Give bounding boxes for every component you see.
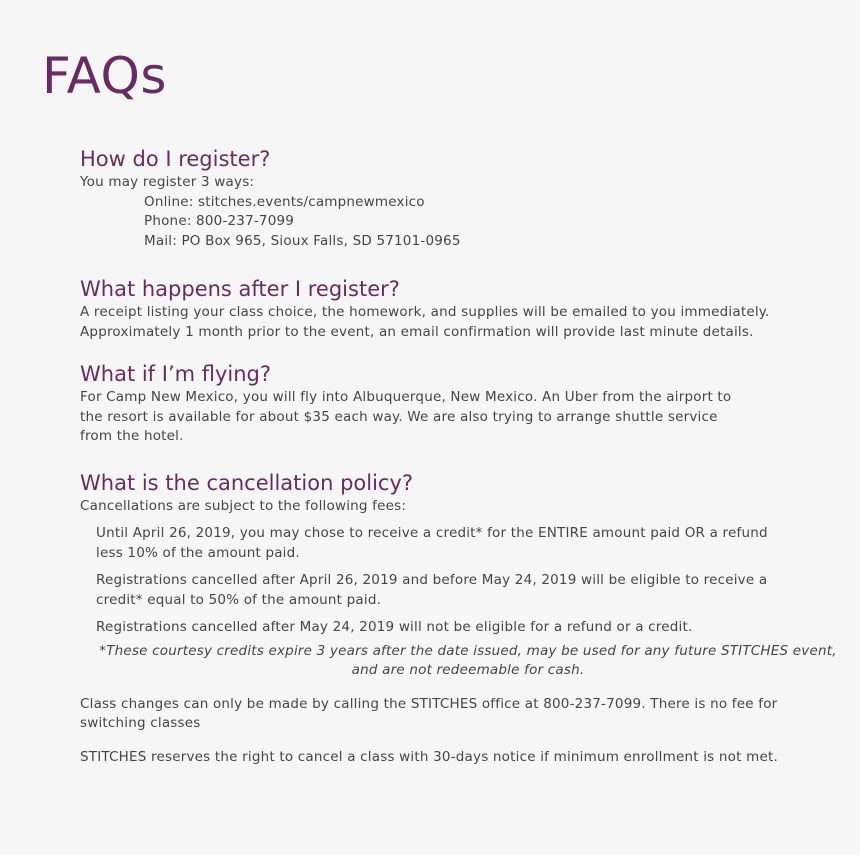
faq-section-flying	[80, 360, 840, 447]
register-phone: Phone: 800-237-7099	[144, 213, 295, 229]
answer-line: For Camp New Mexico, you will fly into Albuquerque, New Mexico. An Uber from the airport to	[80, 389, 732, 405]
fee-line: Registrations cancelled after May 24, 2019 will not be eligible for a refund or a credit.	[96, 619, 693, 635]
answer-line: the resort is available for about $35 each way. We are also trying to arrange shuttle service	[80, 408, 718, 425]
faq-section-after-register	[80, 275, 840, 342]
answer-intro: Cancellations are subject to the following fees:	[80, 497, 407, 514]
answer-intro: You may register 3 ways:	[80, 174, 255, 190]
answer-line: A receipt listing your class choice, the homework, and supplies will be emailed to you immediately.	[80, 304, 770, 320]
reserves-paragraph	[80, 748, 840, 768]
reserves-line: STITCHES reserves the right to cancel a class with 30-days notice if minimum enrollment is not met.	[80, 748, 778, 765]
fee-line: credit* equal to 50% of the amount paid.	[96, 591, 382, 608]
note-line: and are not redeemable for cash.	[351, 662, 585, 678]
faq-content	[80, 145, 840, 767]
fee-item	[80, 524, 840, 563]
faq-section-cancellation	[80, 469, 840, 768]
fee-item	[80, 618, 840, 638]
question-flying: What if I’m flying?	[80, 362, 272, 386]
faq-section-register	[80, 145, 840, 251]
answer-line: Approximately 1 month prior to the event, an email confirmation will provide last minute details.	[80, 323, 754, 340]
note-line: *These courtesy credits expire 3 years after the date issued, may be used for any future STITCHES event,	[99, 642, 837, 659]
question-how-to-register: How do I register?	[80, 147, 271, 171]
class-changes-line: Class changes can only be made by calling the STITCHES office at 800-237-7099. There is no fee for	[80, 695, 778, 712]
page-title: FAQs	[42, 47, 167, 105]
question-after-register: What happens after I register?	[80, 277, 400, 301]
credits-note	[80, 642, 840, 681]
register-mail: Mail: PO Box 965, Sioux Falls, SD 57101-0965	[144, 232, 461, 249]
answer-line: from the hotel.	[80, 428, 184, 444]
register-online: Online: stitches.events/campnewmexico	[144, 193, 425, 210]
question-cancellation-policy: What is the cancellation policy?	[80, 470, 414, 495]
fee-line: less 10% of the amount paid.	[96, 544, 300, 561]
class-changes-line: switching classes	[80, 715, 201, 731]
class-changes-paragraph	[80, 695, 840, 734]
fee-line: Registrations cancelled after April 26, 2019 and before May 24, 2019 will be eligible to receive a	[96, 572, 768, 588]
fee-item	[80, 571, 840, 610]
fee-line: Until April 26, 2019, you may chose to receive a credit* for the ENTIRE amount paid OR a refund	[96, 525, 768, 541]
